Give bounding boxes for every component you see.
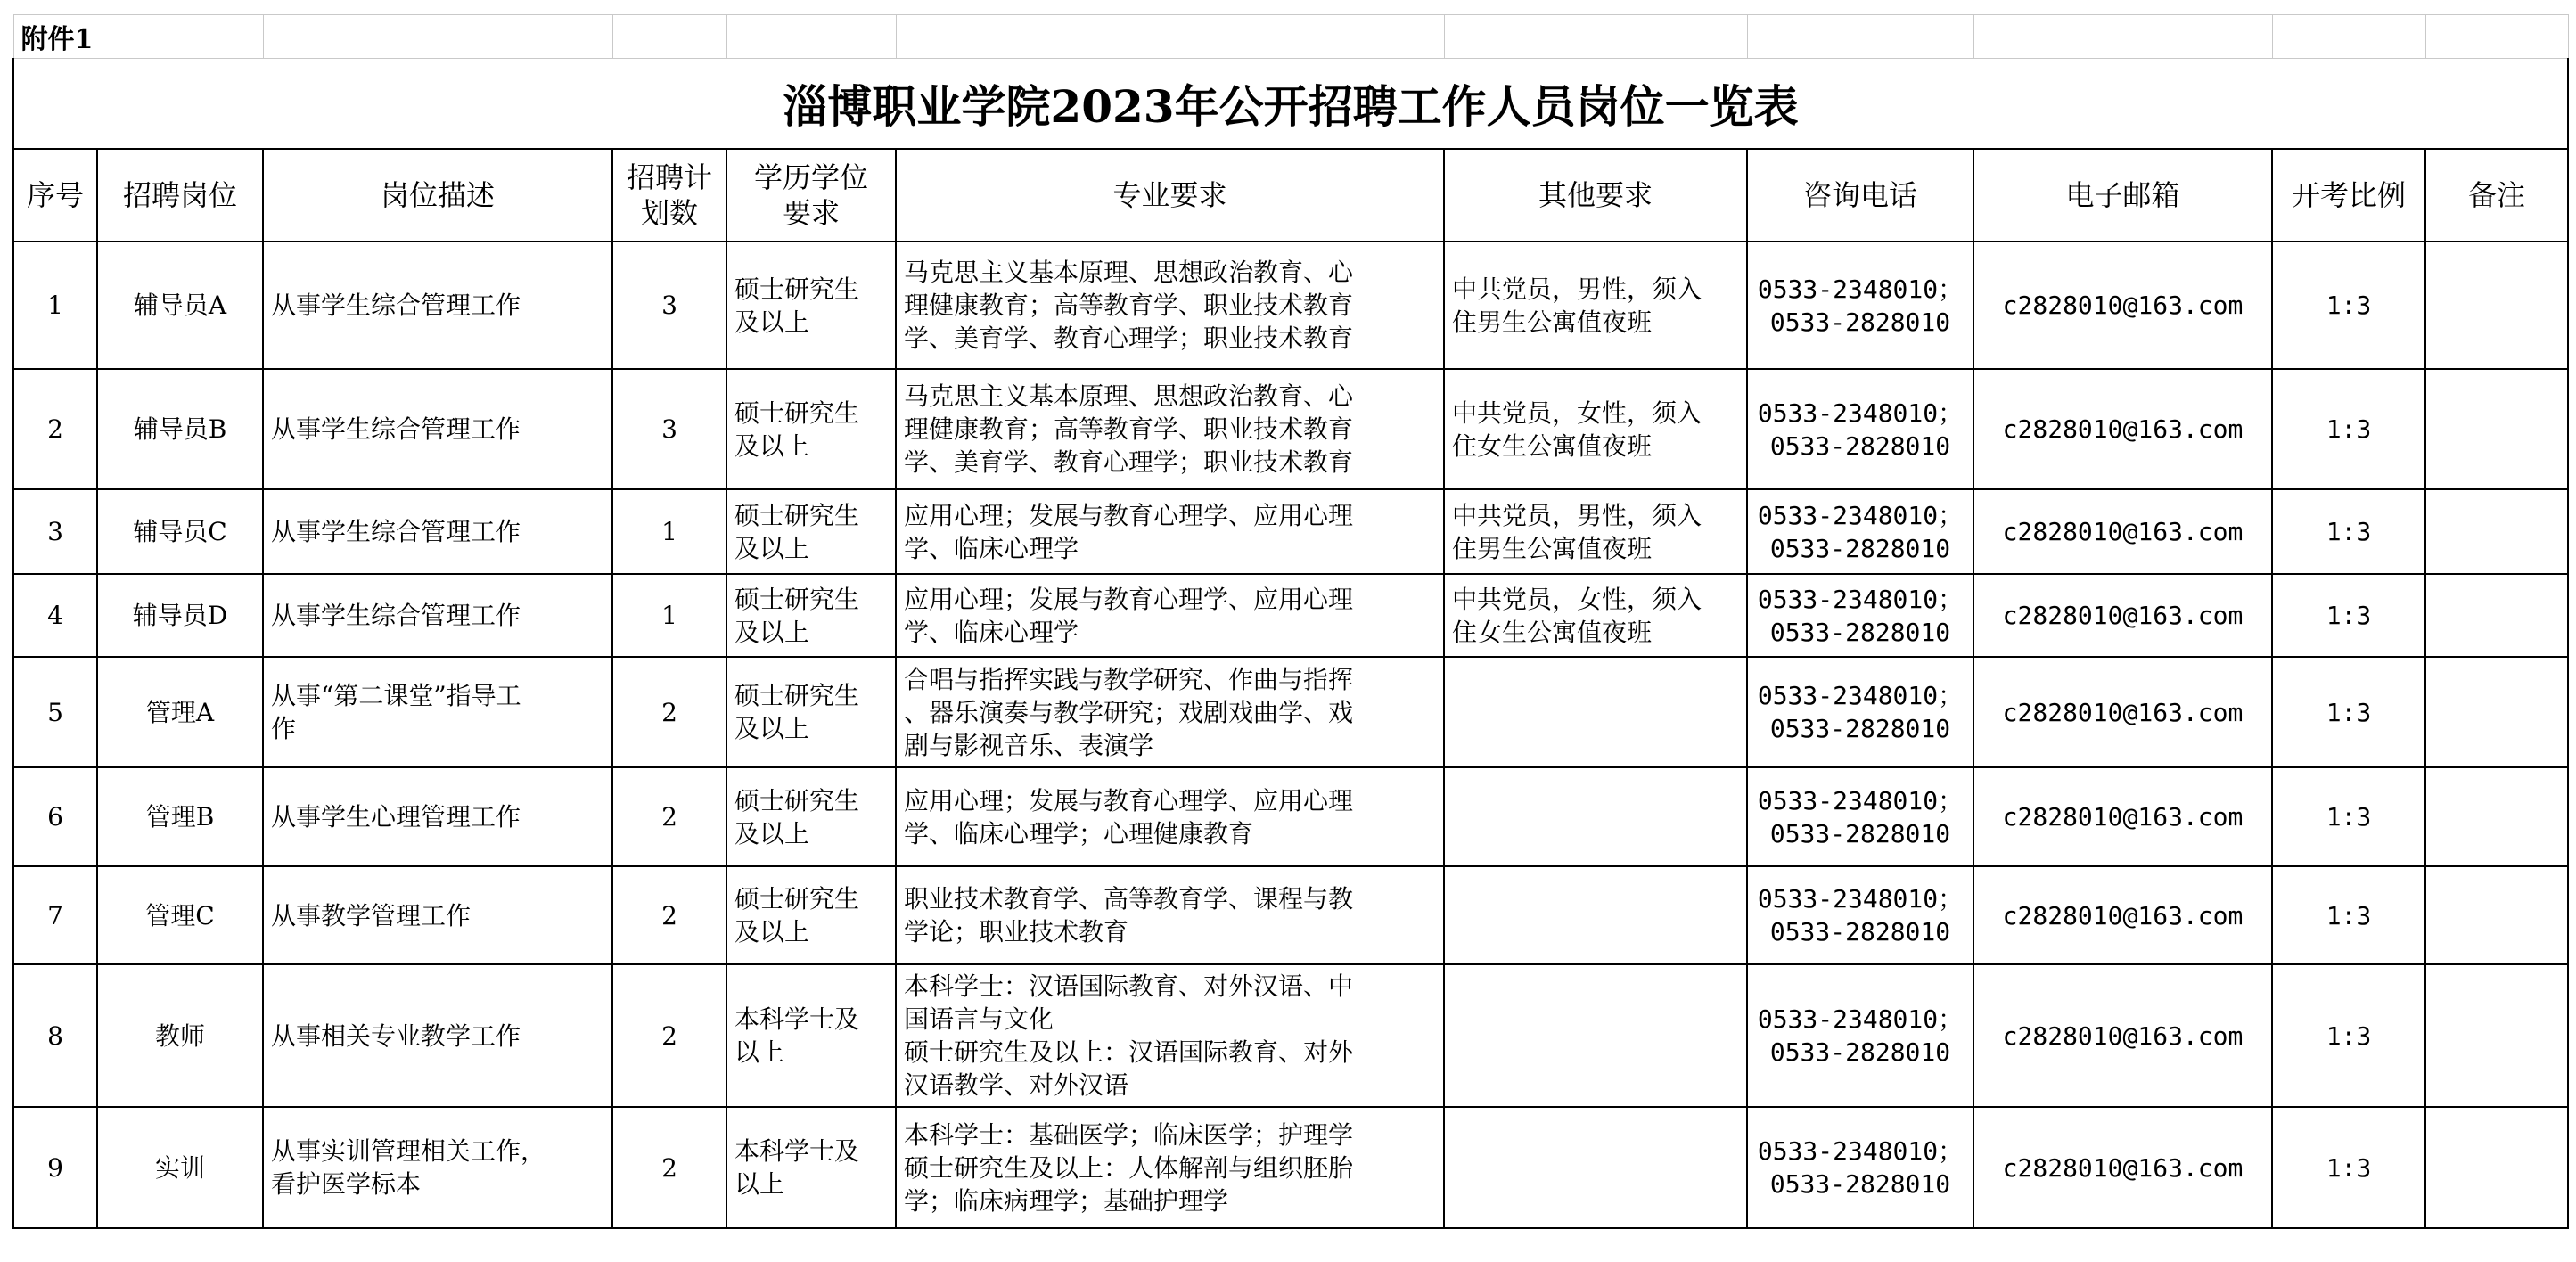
cell-no: 6 [13, 767, 97, 866]
cell-no: 2 [13, 369, 97, 489]
cell-major: 本科学士：基础医学；临床医学；护理学 硕士研究生及以上：人体解剖与组织胚胎 学；临床病理学；基础护理学 [896, 1107, 1444, 1228]
cell-major: 马克思主义基本原理、思想政治教育、心 理健康教育；高等教育学、职业技术教育 学、美育学、教育心理学；职业技术教育 [896, 369, 1444, 489]
cell-major: 合唱与指挥实践与教学研究、作曲与指挥 、器乐演奏与教学研究；戏剧戏曲学、戏 剧与影视音乐、表演学 [896, 657, 1444, 767]
cell-other [1444, 657, 1747, 767]
table-row [13, 574, 2568, 657]
header-email: 电子邮箱 [1973, 149, 2272, 242]
cell-education: 硕士研究生 及以上 [726, 866, 896, 964]
cell-position: 辅导员D [97, 574, 263, 657]
cell-plan: 2 [612, 964, 726, 1107]
cell-position: 辅导员B [97, 369, 263, 489]
cell-position: 辅导员C [97, 489, 263, 574]
cell-position: 实训 [97, 1107, 263, 1228]
cell-position: 教师 [97, 964, 263, 1107]
cell-phone: 0533-2348010； 0533-2828010 [1747, 489, 1973, 574]
cell-description: 从事教学管理工作 [263, 866, 612, 964]
table-row [13, 767, 2568, 866]
cell-phone: 0533-2348010； 0533-2828010 [1747, 964, 1973, 1107]
table-title: 淄博职业学院2023年公开招聘工作人员岗位一览表 [13, 59, 2568, 150]
cell-ratio: 1:3 [2272, 369, 2425, 489]
table-row [13, 489, 2568, 574]
cell-other [1444, 964, 1747, 1107]
cell-description: 从事相关专业教学工作 [263, 964, 612, 1107]
header-major: 专业要求 [896, 149, 1444, 242]
cell-major: 职业技术教育学、高等教育学、课程与教 学论；职业技术教育 [896, 866, 1444, 964]
cell-email: c2828010@163.com [1973, 489, 2272, 574]
cell-ratio: 1:3 [2272, 489, 2425, 574]
cell-other [1444, 1107, 1747, 1228]
cell-no: 7 [13, 866, 97, 964]
cell-plan: 3 [612, 369, 726, 489]
cell-description: 从事学生心理管理工作 [263, 767, 612, 866]
cell-remark [2425, 574, 2568, 657]
spreadsheet [12, 14, 2569, 1229]
cell-remark [2425, 242, 2568, 369]
attachment-label: 附件1 [13, 15, 263, 59]
cell-plan: 2 [612, 866, 726, 964]
cell-position: 管理B [97, 767, 263, 866]
cell-major: 应用心理；发展与教育心理学、应用心理 学、临床心理学 [896, 489, 1444, 574]
cell-other: 中共党员，男性，须入 住男生公寓值夜班 [1444, 489, 1747, 574]
cell-ratio: 1:3 [2272, 964, 2425, 1107]
cell-description: 从事学生综合管理工作 [263, 242, 612, 369]
cell-remark [2425, 964, 2568, 1107]
cell-other: 中共党员，女性，须入 住女生公寓值夜班 [1444, 574, 1747, 657]
cell-phone: 0533-2348010； 0533-2828010 [1747, 1107, 1973, 1228]
cell-no: 3 [13, 489, 97, 574]
cell-description: 从事实训管理相关工作， 看护医学标本 [263, 1107, 612, 1228]
cell-education: 硕士研究生 及以上 [726, 574, 896, 657]
cell-ratio: 1:3 [2272, 1107, 2425, 1228]
cell-phone: 0533-2348010； 0533-2828010 [1747, 657, 1973, 767]
cell-remark [2425, 657, 2568, 767]
table-row [13, 964, 2568, 1107]
cell-description: 从事学生综合管理工作 [263, 489, 612, 574]
cell-position: 辅导员A [97, 242, 263, 369]
cell-no: 1 [13, 242, 97, 369]
cell-email: c2828010@163.com [1973, 767, 2272, 866]
cell-plan: 3 [612, 242, 726, 369]
cell-major: 应用心理；发展与教育心理学、应用心理 学、临床心理学 [896, 574, 1444, 657]
table-row [13, 242, 2568, 369]
cell-education: 硕士研究生 及以上 [726, 369, 896, 489]
cell-ratio: 1:3 [2272, 866, 2425, 964]
cell-no: 5 [13, 657, 97, 767]
cell-position: 管理A [97, 657, 263, 767]
cell-remark [2425, 767, 2568, 866]
cell-phone: 0533-2348010； 0533-2828010 [1747, 242, 1973, 369]
header-no: 序号 [13, 149, 97, 242]
cell-position: 管理C [97, 866, 263, 964]
cell-email: c2828010@163.com [1973, 866, 2272, 964]
header-plan: 招聘计 划数 [612, 149, 726, 242]
table-row [13, 657, 2568, 767]
cell-ratio: 1:3 [2272, 767, 2425, 866]
cell-description: 从事“第二课堂”指导工 作 [263, 657, 612, 767]
header-remark: 备注 [2425, 149, 2568, 242]
cell-plan: 2 [612, 767, 726, 866]
cell-remark [2425, 489, 2568, 574]
header-position: 招聘岗位 [97, 149, 263, 242]
cell-ratio: 1:3 [2272, 574, 2425, 657]
cell-email: c2828010@163.com [1973, 574, 2272, 657]
cell-email: c2828010@163.com [1973, 242, 2272, 369]
recruitment-table [12, 14, 2569, 1229]
cell-other [1444, 767, 1747, 866]
header-phone: 咨询电话 [1747, 149, 1973, 242]
cell-phone: 0533-2348010； 0533-2828010 [1747, 369, 1973, 489]
cell-no: 9 [13, 1107, 97, 1228]
cell-ratio: 1:3 [2272, 657, 2425, 767]
cell-education: 本科学士及 以上 [726, 1107, 896, 1228]
table-row [13, 1107, 2568, 1228]
cell-plan: 1 [612, 489, 726, 574]
cell-education: 硕士研究生 及以上 [726, 657, 896, 767]
cell-remark [2425, 1107, 2568, 1228]
cell-email: c2828010@163.com [1973, 657, 2272, 767]
cell-ratio: 1:3 [2272, 242, 2425, 369]
cell-other: 中共党员，女性，须入 住女生公寓值夜班 [1444, 369, 1747, 489]
cell-no: 8 [13, 964, 97, 1107]
attachment-row [13, 15, 2568, 59]
cell-email: c2828010@163.com [1973, 964, 2272, 1107]
cell-major: 马克思主义基本原理、思想政治教育、心 理健康教育；高等教育学、职业技术教育 学、美育学、教育心理学；职业技术教育 [896, 242, 1444, 369]
cell-education: 硕士研究生 及以上 [726, 767, 896, 866]
header-ratio: 开考比例 [2272, 149, 2425, 242]
header-description: 岗位描述 [263, 149, 612, 242]
cell-description: 从事学生综合管理工作 [263, 574, 612, 657]
header-row [13, 149, 2568, 242]
cell-major: 应用心理；发展与教育心理学、应用心理 学、临床心理学；心理健康教育 [896, 767, 1444, 866]
cell-education: 硕士研究生 及以上 [726, 242, 896, 369]
cell-plan: 2 [612, 657, 726, 767]
cell-phone: 0533-2348010； 0533-2828010 [1747, 767, 1973, 866]
title-row [13, 59, 2568, 150]
cell-other [1444, 866, 1747, 964]
cell-description: 从事学生综合管理工作 [263, 369, 612, 489]
cell-remark [2425, 866, 2568, 964]
header-other: 其他要求 [1444, 149, 1747, 242]
cell-no: 4 [13, 574, 97, 657]
cell-phone: 0533-2348010； 0533-2828010 [1747, 574, 1973, 657]
table-row [13, 369, 2568, 489]
cell-phone: 0533-2348010； 0533-2828010 [1747, 866, 1973, 964]
cell-other: 中共党员，男性，须入 住男生公寓值夜班 [1444, 242, 1747, 369]
cell-remark [2425, 369, 2568, 489]
cell-education: 本科学士及 以上 [726, 964, 896, 1107]
header-education: 学历学位 要求 [726, 149, 896, 242]
cell-email: c2828010@163.com [1973, 1107, 2272, 1228]
cell-education: 硕士研究生 及以上 [726, 489, 896, 574]
table-row [13, 866, 2568, 964]
cell-major: 本科学士：汉语国际教育、对外汉语、中 国语言与文化 硕士研究生及以上：汉语国际教育、对外 汉语教学、对外汉语 [896, 964, 1444, 1107]
cell-plan: 1 [612, 574, 726, 657]
cell-plan: 2 [612, 1107, 726, 1228]
cell-email: c2828010@163.com [1973, 369, 2272, 489]
